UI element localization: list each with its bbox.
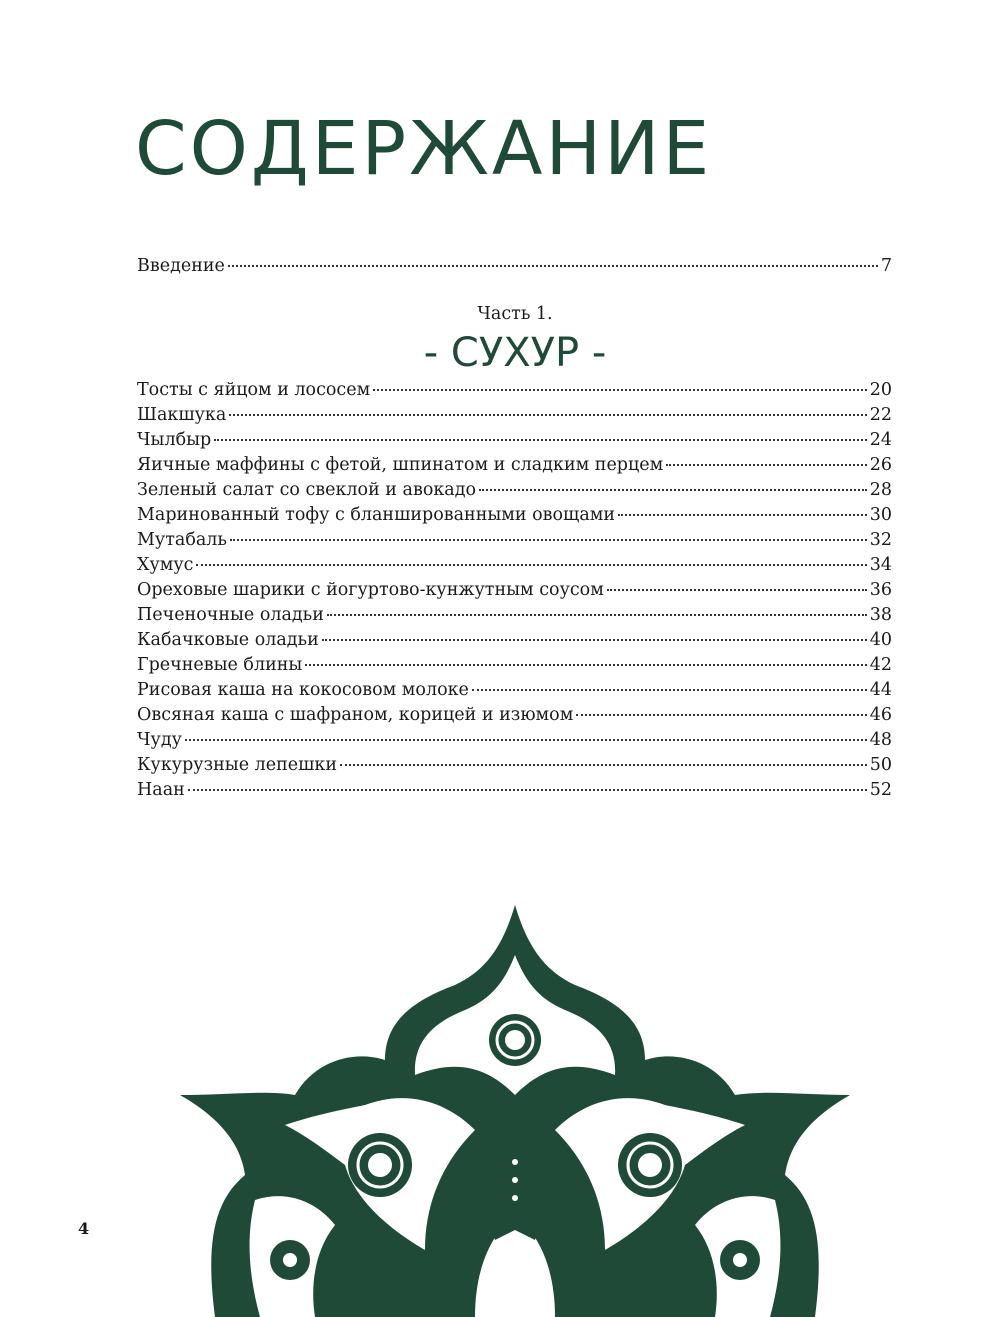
toc-entry	[137, 503, 892, 528]
toc-entry-label: Зеленый салат со свеклой и авокадо	[137, 480, 477, 500]
toc-entry-label: Тосты с яйцом и лососем	[137, 380, 371, 400]
toc-leader	[666, 464, 866, 466]
toc-entry-label: Чуду	[137, 730, 182, 750]
toc-leader	[305, 664, 866, 666]
toc-list	[0, 378, 892, 803]
toc-entry	[137, 603, 892, 628]
toc-entry-page: 30	[869, 505, 892, 525]
toc-entry	[137, 528, 892, 553]
toc-leader	[576, 714, 866, 716]
toc-leader	[607, 589, 867, 591]
toc-entry-label: Овсяная каша с шафраном, корицей и изюмом	[137, 705, 574, 725]
toc-entry	[137, 478, 892, 503]
toc-entry-label: Чылбыр	[137, 430, 212, 450]
toc-entry-page: 40	[869, 630, 892, 650]
toc-entry-page: 38	[869, 605, 892, 625]
toc-entry	[137, 778, 892, 803]
toc-leader	[229, 414, 866, 416]
toc-leader	[228, 265, 878, 267]
toc-entry	[137, 678, 892, 703]
toc-entry-label: Хумус	[137, 555, 194, 575]
toc-entry-label: Кукурузные лепешки	[137, 755, 337, 775]
toc-entry-page: 44	[869, 680, 892, 700]
toc-entry-page: 36	[869, 580, 892, 600]
toc-leader	[185, 739, 867, 741]
toc-leader	[214, 439, 866, 441]
toc-entry-label: Гречневые блины	[137, 655, 303, 675]
toc-entry-label: Маринованный тофу с бланшированными овощами	[137, 505, 616, 525]
toc-entry-label: Рисовая каша на кокосовом молоке	[137, 680, 469, 700]
toc-entry-label: Яичные маффины с фетой, шпинатом и сладким перцем	[137, 455, 664, 475]
page-title: СОДЕРЖАНИЕ	[135, 106, 713, 192]
toc-entry-label: Мутабаль	[137, 530, 227, 550]
toc-leader	[196, 564, 866, 566]
toc-entry	[137, 553, 892, 578]
toc-leader	[373, 389, 867, 391]
toc-entry-label: Введение	[137, 256, 225, 276]
toc-entry-page: 32	[869, 530, 892, 550]
toc-entry	[137, 628, 892, 653]
toc-entry-page: 52	[869, 780, 892, 800]
toc-entry	[137, 653, 892, 678]
toc-entry	[137, 428, 892, 453]
toc-entry-page: 28	[869, 480, 892, 500]
toc-entry-page: 24	[869, 430, 892, 450]
toc-leader	[188, 789, 867, 791]
toc-entry	[137, 753, 892, 778]
toc-leader	[327, 614, 867, 616]
toc-leader	[230, 539, 867, 541]
toc-entry	[137, 703, 892, 728]
toc-entry-page: 48	[869, 730, 892, 750]
toc-leader	[322, 639, 867, 641]
toc-entry-page: 7	[880, 256, 892, 276]
section-title: - СУХУР -	[423, 330, 607, 376]
toc-leader	[479, 489, 867, 491]
toc-entry-intro	[137, 254, 892, 279]
toc-entry-page: 22	[869, 405, 892, 425]
toc-entry-page: 42	[869, 655, 892, 675]
toc-entry-label: Кабачковые оладьи	[137, 630, 319, 650]
toc-leader	[340, 764, 867, 766]
toc-leader	[472, 689, 867, 691]
toc-entry-page: 26	[869, 455, 892, 475]
toc-entry	[137, 403, 892, 428]
toc-entry-page: 50	[869, 755, 892, 775]
part-label: Часть 1.	[477, 304, 553, 324]
toc-entry-page: 34	[869, 555, 892, 575]
toc-entry-page: 46	[869, 705, 892, 725]
toc-entry-label: Наан	[137, 780, 185, 800]
toc-entry-page: 20	[869, 380, 892, 400]
toc-entry	[137, 728, 892, 753]
toc-entry-label: Печеночные оладьи	[137, 605, 324, 625]
toc-entry-label: Шакшука	[137, 405, 227, 425]
toc-leader	[618, 514, 867, 516]
toc-entry-label: Ореховые шарики с йогуртово-кунжутным соусом	[137, 580, 604, 600]
toc-entry	[137, 453, 892, 478]
toc-entry	[137, 578, 892, 603]
mandala-ornament-icon	[175, 900, 855, 1317]
page-number: 4	[78, 1219, 90, 1238]
toc-entry	[137, 378, 892, 403]
